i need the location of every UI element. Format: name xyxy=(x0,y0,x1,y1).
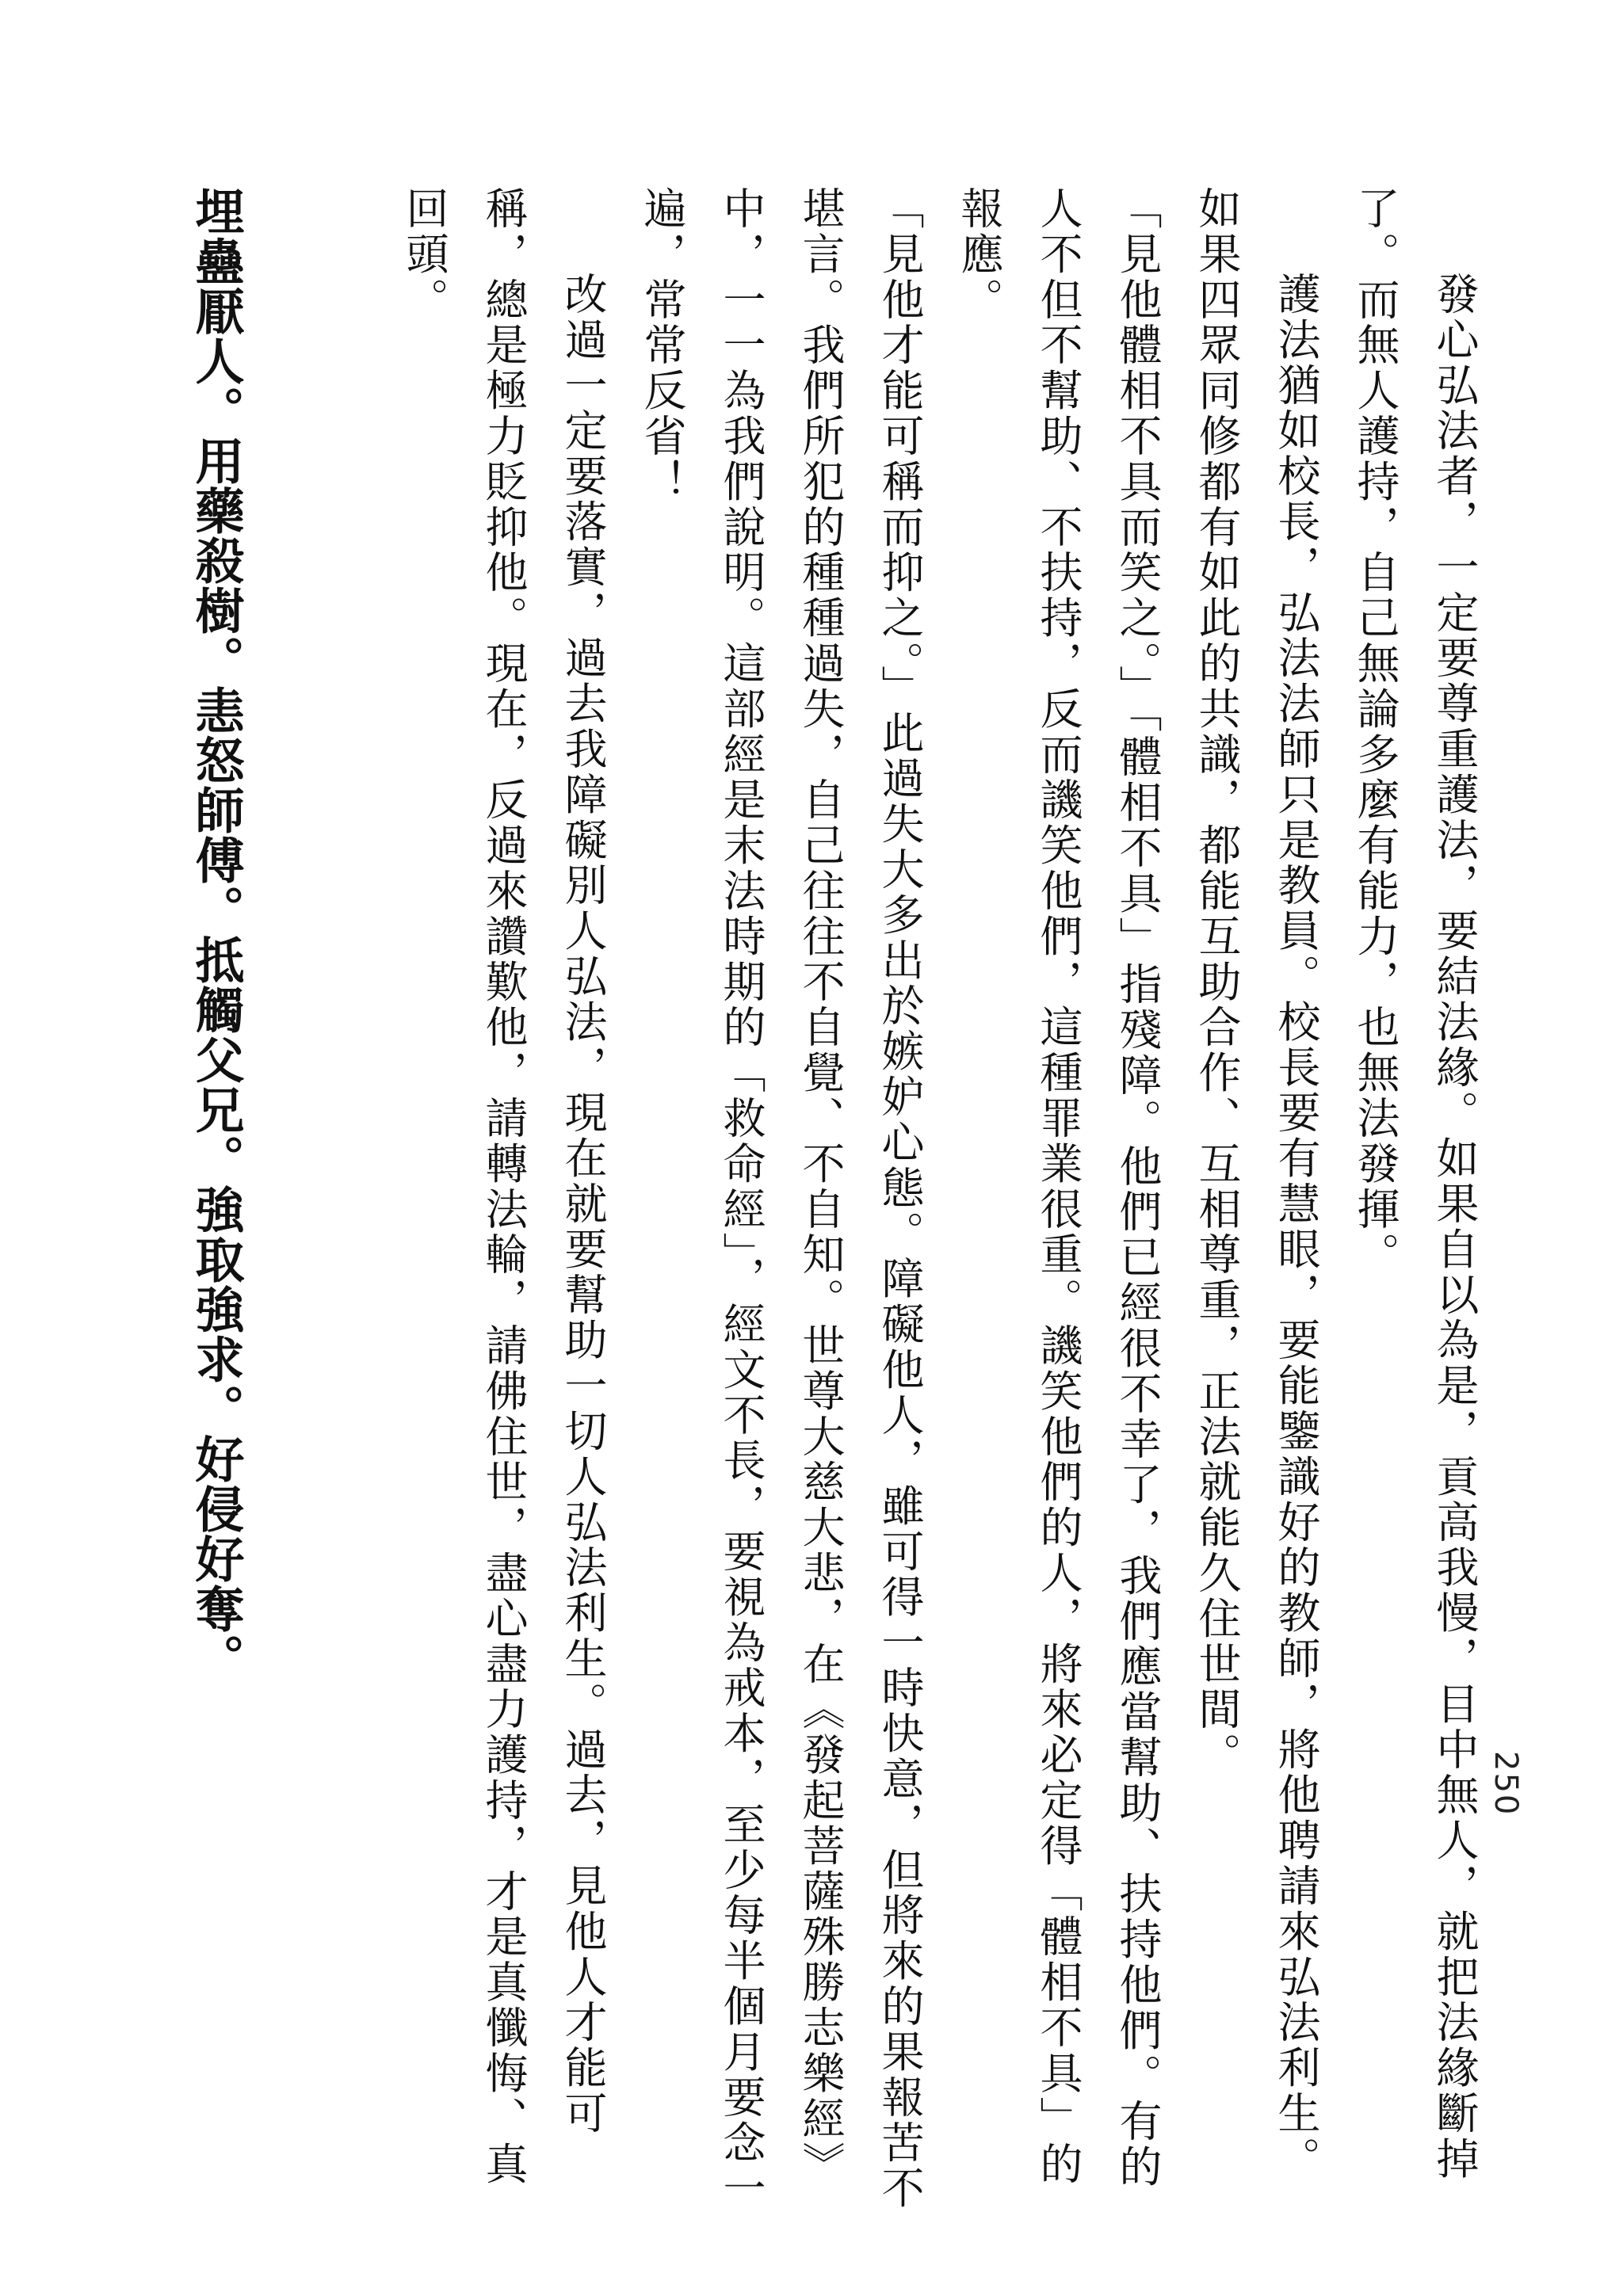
paragraph-1: 發心弘法者，一定要尊重護法，要結法緣。如果自以為是，貢高我慢，目中無人，就把法緣斷掉了。而無人護持，自己無論多麼有能力，也無法發揮。 xyxy=(1350,186,1480,2182)
paragraph-5: 改過一定要落實，過去我障礙別人弘法，現在就要幫助一切人弘法利生。過去，見他人才能可稱，總是極力貶抑他。現在，反過來讚歎他，請轉法輪，請佛住世，盡心盡力護持，才是真懺悔、真回頭。 xyxy=(399,186,608,2187)
body-text xyxy=(305,186,1494,2214)
paragraph-2: 護法猶如校長，弘法法師只是教員。校長要有慧眼，要能鑒識好的教師，將他聘請來弘法利生。如果四眾同修都有如此的共識，都能互助合作、互相尊重，正法就能久住世間。 xyxy=(1192,186,1321,2182)
sutra-maxim: 埋蠱厭人。用藥殺樹。恚怒師傅。抵觸父兄。強取強求。好侵好奪。 xyxy=(187,186,245,1684)
paragraph-3: 「見他體相不具而笑之。」「體相不具」指殘障。他們已經很不幸了，我們應當幫助、扶持他們。有的人不但不幫助、不扶持，反而譏笑他們，這種罪業很重。譏笑他們的人，將來必定得「體相不具」的報應。 xyxy=(954,186,1163,2190)
page-number: 250 xyxy=(1487,1751,1524,1817)
paragraph-4: 「見他才能可稱而抑之。」此過失大多出於嫉妒心態。障礙他人，雖可得一時快意，但將來的果報苦不堪言。我們所犯的種種過失，自己往往不自覺、不自知。世尊大慈大悲，在《發起菩薩殊勝志樂經》中，一一為我們說明。這部經是末法時期的「救命經」，經文不長，要視為戒本，至少每半個月要念一遍，常常反省！ xyxy=(637,186,925,2211)
